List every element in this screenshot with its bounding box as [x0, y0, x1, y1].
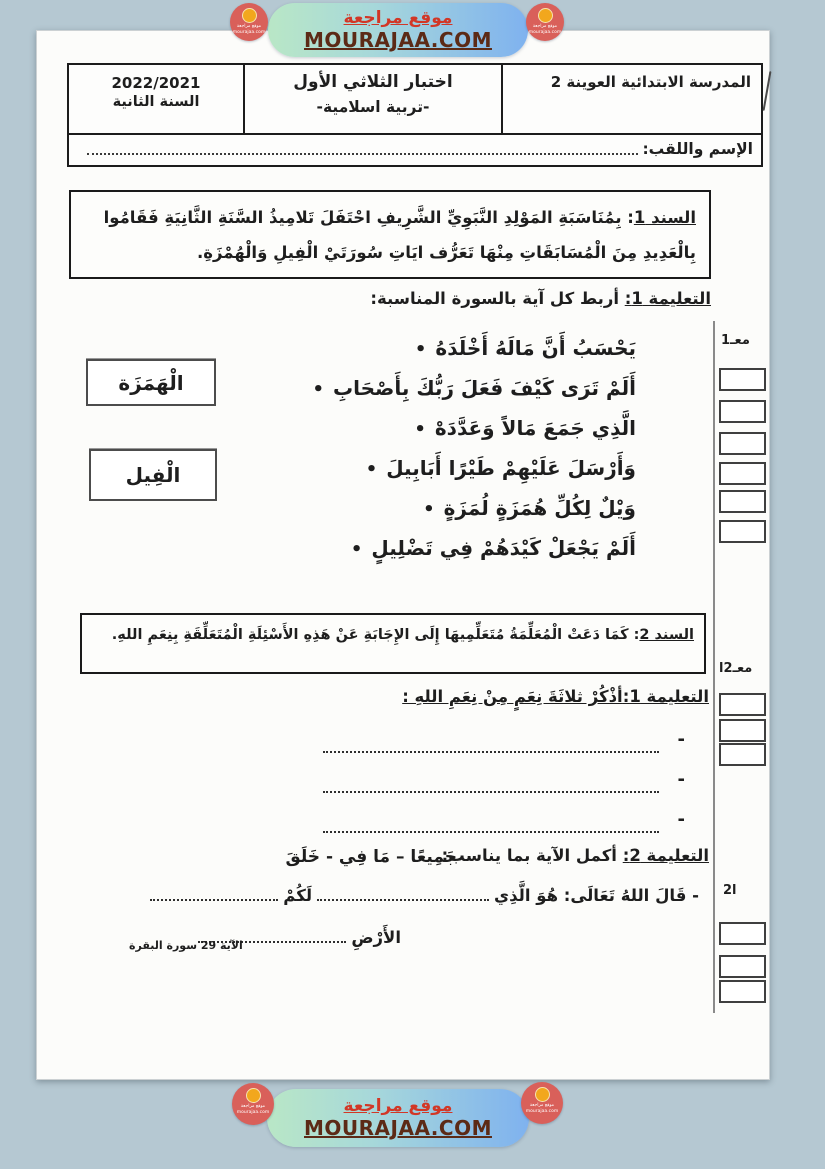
bullet-icon: • — [414, 339, 427, 360]
site-logo-icon — [230, 3, 268, 41]
student-name-row — [69, 133, 761, 165]
verse-item — [312, 368, 636, 408]
list-dash: - — [677, 769, 685, 790]
grade-level: السنة الثانية — [112, 94, 200, 110]
verse-text: الَّذِي جَمَعَ مَالاً وَعَدَّدَهْ — [434, 416, 636, 440]
verse-text: يَحْسَبُ أَنَّ مَالَهُ أَخْلَدَهُ — [435, 336, 636, 360]
score-box[interactable] — [719, 980, 766, 1003]
watermark-banner-bottom[interactable] — [267, 1089, 529, 1147]
school-name: المدرسة الابتدائية العوينة 2 — [550, 73, 751, 91]
verse-blank-1[interactable] — [317, 887, 489, 901]
sura-name: الْفِيل — [125, 463, 181, 487]
school-year: 2022/2021 — [111, 74, 201, 92]
task-2-heading — [402, 687, 709, 706]
verse-item — [312, 528, 636, 568]
criterion-mark-3: ا2 — [723, 883, 737, 898]
logo-caption: موقع مراجعة — [529, 1103, 555, 1108]
name-label: الإسم واللقب: — [642, 140, 753, 158]
sura-box-fil[interactable] — [89, 449, 217, 501]
site-name-arabic[interactable]: موقع مراجعة — [343, 8, 453, 28]
score-box[interactable] — [719, 400, 766, 423]
watermark-banner-top[interactable] — [268, 3, 528, 57]
verse-mid: لَكُمْ — [283, 886, 313, 905]
verse-start: - قَالَ اللهُ تَعَالَى: هُوَ الَّذِي — [494, 886, 699, 905]
exam-subject: -تربية اسلامية- — [316, 98, 430, 116]
score-box[interactable] — [719, 743, 766, 766]
task-1-label: التعليمة 1: — [624, 289, 711, 308]
school-cell — [503, 65, 761, 133]
sura-box-hamaza[interactable] — [86, 359, 216, 406]
sura-name: الْهَمَزَة — [118, 370, 184, 395]
verse-blank-2[interactable] — [150, 887, 278, 901]
score-box[interactable] — [719, 368, 766, 391]
site-url[interactable]: MOURAJAA.COM — [304, 28, 492, 52]
task-3-instruction: أكمل الآية بما يناسب: — [441, 846, 623, 865]
header-table — [67, 63, 763, 167]
header-row — [69, 65, 761, 135]
exam-title: اختبار الثلاثي الأول — [293, 72, 453, 92]
logo-book-icon — [246, 1088, 261, 1103]
verse-text: وَأَرْسَلَ عَلَيْهِمْ طَيْرًا أَبَابِيلَ — [386, 456, 636, 480]
logo-caption: موقع مراجعة — [240, 1104, 266, 1109]
task-1-heading — [370, 289, 711, 308]
verse-completion-line-1 — [145, 886, 699, 905]
logo-caption: موقع مراجعة — [532, 24, 558, 29]
score-box[interactable] — [719, 955, 766, 978]
task-2-label: التعليمة 1: — [622, 687, 709, 706]
verse-item — [312, 328, 636, 368]
logo-caption: موقع مراجعة — [236, 24, 262, 29]
context-2-text: : كَمَا دَعَتْ الْمُعَلِّمَةُ مُتَعَلِّمِيهَا إِلَى الإِجَابَةِ عَنْ هَذِهِ الأَسْئِلَةِ الْمُتَعَلِّقَةِ بِنِعَمِ اللهِ. — [111, 627, 640, 643]
site-logo-icon — [521, 1082, 563, 1124]
score-box[interactable] — [719, 922, 766, 945]
answer-blank[interactable] — [323, 751, 659, 753]
score-box[interactable] — [719, 462, 766, 485]
verse-end: الأَرْضِ — [351, 928, 401, 947]
exam-sheet — [36, 30, 770, 1080]
score-box[interactable] — [719, 719, 766, 742]
logo-caption-url: mourajaa.com — [528, 30, 562, 35]
logo-book-icon — [535, 1087, 550, 1102]
name-blank-field[interactable] — [87, 144, 638, 155]
context-1-text: : بِمُنَاسَبَةِ المَوْلِدِ النَّبَوِيِّ الشَّرِيفِ احْتَفَلَ تَلامِيذُ السَّنَةِ الثَّانِيَةِ فَقَامُوا بِالْعَدِيدِ مِنَ الْمُسَابَقَاتِ مِنْهَا تَعَرُّف ايَاتِ سُورَتَيْ الْفِيلِ وَالْهُمْزَةِ. — [103, 208, 696, 263]
site-url[interactable]: MOURAJAA.COM — [304, 1116, 492, 1140]
task-1-instruction: أربط كل آية بالسورة المناسبة: — [370, 289, 625, 308]
context-1-label: السند 1 — [633, 208, 696, 227]
site-logo-icon — [526, 3, 564, 41]
answer-line — [323, 729, 685, 753]
bullet-icon: • — [365, 459, 378, 480]
context-1-box — [69, 190, 711, 279]
logo-book-icon — [538, 8, 553, 23]
answer-blank[interactable] — [323, 791, 659, 793]
bullet-icon: • — [350, 539, 363, 560]
logo-book-icon — [242, 8, 257, 23]
word-bank: جَمِيعًا – مَا فِي - خَلَقَ — [285, 847, 457, 867]
handwritten-tick-mark — [763, 71, 772, 111]
site-logo-icon — [232, 1083, 274, 1125]
score-box[interactable] — [719, 432, 766, 455]
score-box[interactable] — [719, 490, 766, 513]
answer-line — [323, 769, 685, 793]
task-3-label: التعليمة 2: — [622, 846, 709, 865]
site-name-arabic[interactable]: موقع مراجعة — [343, 1096, 453, 1116]
logo-caption-url: mourajaa.com — [236, 1110, 270, 1115]
verse-citation: الآية 29 سورة البقرة — [129, 939, 243, 952]
bullet-icon: • — [423, 499, 435, 520]
logo-caption-url: mourajaa.com — [232, 30, 266, 35]
year-cell — [69, 65, 245, 133]
list-dash: - — [677, 729, 685, 750]
exam-title-cell — [245, 65, 503, 133]
task-3-heading — [442, 846, 709, 865]
context-2-label: السند 2 — [639, 627, 694, 643]
criterion-mark-1: معـ1 — [721, 333, 750, 348]
bullet-icon: • — [414, 419, 426, 440]
task-2-instruction: أذْكُرْ ثلاثَةَ نِعَمٍ مِنْ نِعَمِ اللهِ : — [402, 687, 623, 706]
score-box[interactable] — [719, 520, 766, 543]
margin-divider-line — [713, 321, 715, 1013]
answer-blank[interactable] — [323, 831, 659, 833]
answer-line — [323, 809, 685, 833]
context-2-box — [80, 613, 706, 674]
verse-text: أَلَمْ تَرَى كَيْفَ فَعَلَ رَبُّكَ بِأَصْحَابِ — [332, 376, 636, 400]
verses-list — [312, 328, 636, 568]
verse-item — [312, 408, 636, 448]
list-dash: - — [677, 809, 685, 830]
verse-text: أَلَمْ يَجْعَلْ كَيْدَهُمْ فِي تَضْلِيلٍ — [371, 536, 636, 560]
verse-item — [312, 488, 636, 528]
verse-item — [312, 448, 636, 488]
criterion-mark-2: معـ2ا — [719, 661, 753, 676]
logo-caption-url: mourajaa.com — [525, 1109, 559, 1114]
verse-text: وَيْلٌ لِكُلِّ هُمَزَةٍ لُمَزَةٍ — [443, 496, 636, 520]
score-box[interactable] — [719, 693, 766, 716]
bullet-icon: • — [312, 379, 324, 400]
